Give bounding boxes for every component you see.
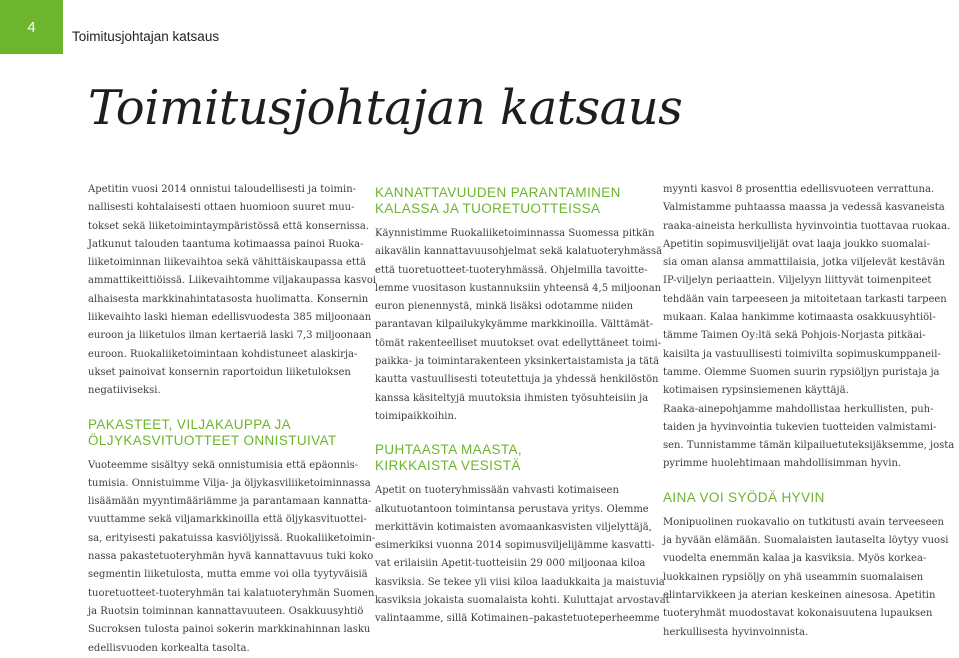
text-line: nassa pakastetuoteryhmän hyvä kannattavuus tuki koko	[88, 551, 374, 563]
text-line: tuoretuotteet-tuoteryhmän tai kalatuoteryhmän Suomen	[88, 587, 375, 599]
text-line: vat erilaisiin Apetit-tuotteisiin 29 000 miljoonaa kiloa	[375, 558, 646, 570]
text-line: sa, erityisesti pakatuissa kasviöljyissä. Ruokaliiketoimin-	[88, 532, 376, 544]
text-line: tämme Taimen Oy:ltä sekä Pohjois-Norjasta pitkäai-	[663, 330, 926, 342]
text-line: mukaan. Kalaa hankimme kotimaasta osakkuusyhtiöl-	[663, 312, 936, 324]
body-paragraph	[88, 457, 376, 658]
text-line: tuoteryhmät muodostavat kokonaisuutena lupauksen	[663, 608, 933, 620]
text-line: liikevaihto laski hieman edellisvuodesta 385 miljoonaan	[88, 312, 372, 324]
text-line: elintarvikkeen ja aterian keskeinen ainesosa. Apetitin	[663, 589, 936, 601]
text-line: Käynnistimme Ruokaliiketoiminnassa Suomessa pitkän	[375, 228, 655, 239]
text-line: Jatkunut talouden taantuma kotimaassa painoi Ruoka-	[88, 238, 364, 250]
text-line: esimerkiksi vuonna 2014 sopimusviljelijämme kasvatti-	[375, 540, 655, 552]
text-line: ja Ruotsin toiminnan kannattavuuteen. Osakkuusyhtiö	[88, 605, 364, 617]
section-label: Toimitusjohtajan katsaus	[72, 29, 220, 44]
text-line: euron pienennystä, minkä lisäksi odotamme niiden	[375, 301, 634, 313]
text-line: Vuoteemme sisältyy sekä onnistumisia että epäonnis-	[88, 459, 359, 471]
heading-line: AINA VOI SYÖDÄ HYVIN	[663, 489, 825, 505]
text-line: Monipuolinen ruokavalio on tutkitusti avain terveeseen	[663, 516, 944, 528]
text-line: tamme. Olemme Suomen suurin rypsiöljyn puristaja ja	[663, 366, 940, 378]
section-heading	[375, 442, 647, 474]
text-line: edellisvuoden korkealta tasolta.	[88, 642, 250, 654]
heading-line: KANNATTAVUUDEN PARANTAMINEN	[375, 185, 621, 200]
text-line: tokset sekä liiketoimintaympäristössä että konsernissa.	[88, 220, 370, 232]
text-line: valintaamme, sillä Kotimainen–pakastetuoteperheemme	[375, 613, 660, 625]
text-line: lemme vuositason kustannuksiin yhteensä 4,5 miljoonan	[375, 282, 662, 294]
heading-line: PAKASTEET, VILJAKAUPPA JA	[88, 416, 292, 432]
text-line: liiketoiminnan liikevaihtoa sekä vähittäiskaupassa että	[88, 257, 366, 269]
text-line: luokkainen rypsiöljy on yhä useammin suomalaisen	[663, 571, 924, 583]
text-line: kaisilta ja vastuullisesti toimivilta sopimuskumppaneil-	[663, 348, 941, 360]
text-column-1	[88, 181, 377, 658]
body-paragraph	[663, 514, 949, 642]
text-line: kasviksia. Se tekee yli viisi kiloa laadukkaita ja maistuvia	[375, 576, 665, 588]
text-line: tumisia. Onnistuimme Vilja- ja öljykasviliiketoiminnassa	[88, 477, 371, 489]
page-number: 4	[27, 18, 36, 36]
text-line: että tuoretuotteet-tuoteryhmässä. Ohjelmilla tavoitte-	[375, 264, 648, 276]
text-line: Raaka-ainepohjamme mahdollistaa herkullisten, puh-	[663, 403, 934, 415]
section-heading	[88, 417, 360, 449]
heading-line: KIRKKAISTA VESISTÄ	[375, 458, 521, 474]
text-line: Apetit on tuoteryhmissään vahvasti kotimaiseen	[375, 485, 619, 497]
text-line: negatiiviseksi.	[88, 385, 161, 397]
text-line: toimipaikkoihin.	[375, 410, 458, 422]
text-line: Apetitin vuosi 2014 onnistui taloudellisesti ja toimin-	[88, 184, 357, 195]
page-title: Toimitusjohtajan katsaus	[88, 80, 683, 136]
text-line: myynti kasvoi 8 prosenttia edellisvuoteen verrattuna.	[663, 184, 935, 195]
text-column-2	[375, 185, 670, 629]
text-line: lisäämään myyntimääriämme ja parantamaan kannatta-	[88, 496, 372, 508]
text-line: ammattikeittiöissä. Liikevaihtomme viljakaupassa kasvoi	[88, 275, 377, 287]
text-line: paikka- ja toimintarakenteen yksinkertaistamista ja tätä	[375, 356, 660, 368]
text-line: segmentin liiketulosta, mutta emme voi olla tyytyväisiä	[88, 569, 368, 581]
heading-line: KALASSA JA TUORETUOTTEISSA	[375, 201, 601, 216]
text-line: kasviksia jokaista suomalaista kohti. Kuluttajat arvostavat	[375, 595, 670, 607]
text-line: vuodelta enemmän kalaa ja kasviksia. Myös korkea-	[663, 553, 927, 565]
text-line: raaka-aineista herkullista hyvinvointia tuottavaa ruokaa.	[663, 220, 951, 232]
text-line: kanssa käsiteltyjä muutoksia ihmisten työsuhteisiin ja	[375, 392, 649, 404]
body-paragraph	[375, 482, 670, 628]
section-heading	[663, 490, 935, 506]
page-number-tab	[0, 0, 63, 54]
text-line: taiden ja hyvinvointia tukevien tuotteiden valmistami-	[663, 421, 937, 433]
text-line: kotimaisen rypsinsiemenen käyttäjä.	[663, 385, 849, 397]
text-line: IP-viljelyn periaattein. Viljelyyn liittyvät toimenpiteet	[663, 275, 932, 287]
text-line: ja hyvään elämään. Suomalaisten lautaselta löytyy vuosi	[663, 535, 949, 547]
text-line: tömät rakenteelliset muutokset ovat edellyttäneet toimi-	[375, 337, 662, 349]
text-line: Valmistamme puhtaassa maassa ja vedessä kasvaneista	[663, 202, 945, 214]
text-line: kautta vastuullisesti toteutettuja ja yhdessä henkilöstön	[375, 374, 659, 386]
text-line: herkullisesta hyvinvoinnista.	[663, 626, 809, 638]
body-paragraph	[663, 181, 955, 474]
text-column-3	[663, 181, 955, 642]
text-line: sia oman alansa ammattilaisia, jotka viljelevät kestävän	[663, 257, 945, 269]
text-line: pyrimme huolehtimaan mahdollisimman hyvin.	[663, 458, 902, 470]
text-line: parantavan kilpailukykyämme markkinoilla. Välttämät-	[375, 319, 654, 331]
text-line: Sucroksen tulosta painoi sokerin markkinahinnan lasku	[88, 624, 371, 636]
text-line: aikavälin kannattavuusohjelmat sekä kalatuoteryhmässä	[375, 246, 663, 258]
text-line: alkutuotantoon toimintansa perustava yritys. Olemme	[375, 503, 649, 515]
text-line: tehdään vain tarpeeseen ja mitoitetaan tarkasti tarpeen	[663, 293, 947, 305]
heading-line: PUHTAASTA MAASTA,	[375, 442, 523, 458]
text-line: Apetitin sopimusviljelijät ovat laaja joukko suomalai-	[663, 238, 930, 250]
text-line: sen. Tunnistamme tämän kilpailuetuteksijäksemme, josta	[663, 440, 955, 452]
text-line: ukset painoivat konsernin raportoidun liiketuloksen	[88, 366, 351, 378]
text-line: euroon. Ruokaliiketoimintaan kohdistuneet alaskirja-	[88, 348, 358, 360]
section-heading	[375, 185, 647, 217]
text-line: merkittävin kotimaisten avomaankasvisten viljelyttäjä,	[375, 521, 652, 533]
text-line: nallisesti kohtalaisesti ottaen huomioon suuret muu-	[88, 202, 355, 214]
text-line: alhaisesta markkinahintatasosta huolimatta. Konsernin	[88, 293, 369, 305]
body-paragraph	[375, 225, 663, 426]
text-line: euroon ja liiketulos ilman kertaeriä laski 7,3 miljoonaan	[88, 330, 372, 342]
text-line: vuuttamme sekä viljamarkkinoilla että öljykasvituottei-	[88, 514, 367, 526]
body-paragraph	[88, 181, 377, 401]
heading-line: ÖLJYKASVITUOTTEET ONNISTUIVAT	[88, 432, 337, 448]
